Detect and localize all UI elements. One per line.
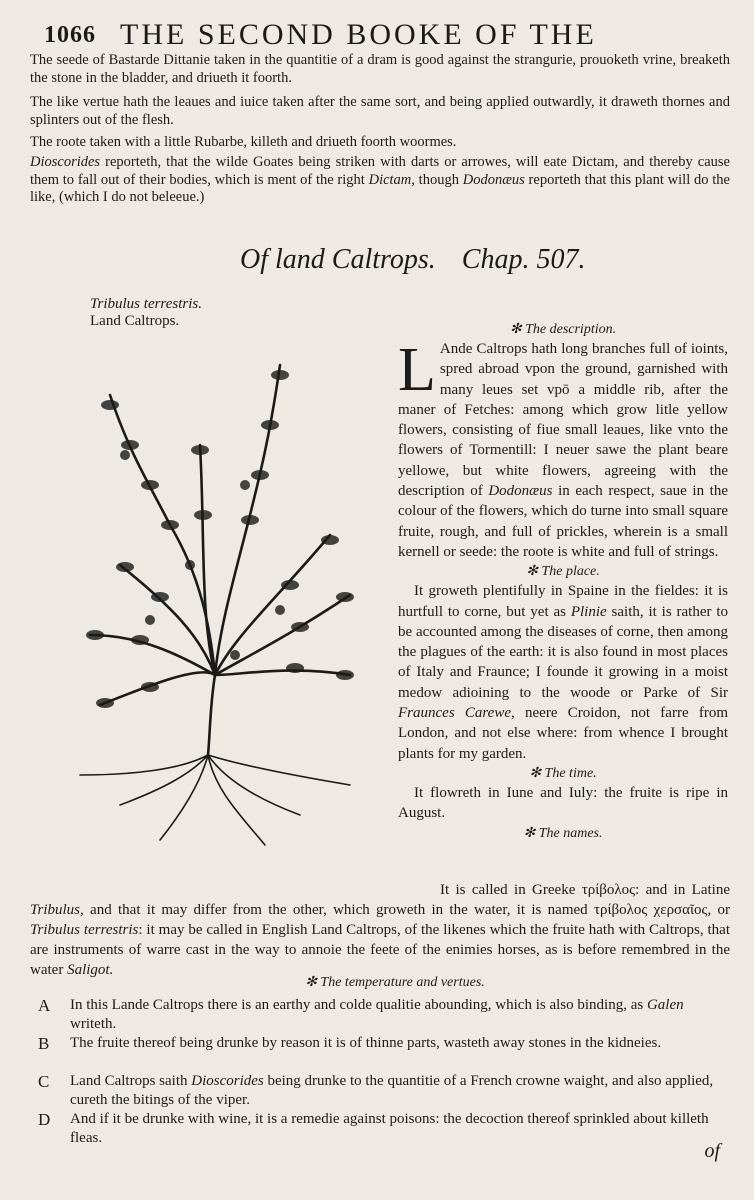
intro-paragraph-4: Dioscorides reporteth, that the wilde Goates being striken with darts or arrowes, will eate Dictam, and thereby cause them to fall out of their bodies, which is ment of the right Dictam, though Dodonæus reporteth that this plant will do the like, (which I do not beleeue.) (30, 154, 730, 205)
description-heading: ✻ The description. (509, 322, 617, 337)
virtue-item-b: B The fruite thereof being drunke by reason it is of thinne parts, wasteth away stones in the kidneies. (38, 1034, 662, 1053)
names-text: It is called in Greeke τρίβολος: and in Latine Tribulus, and that it may differ from the other, which groweth in the water, it is named τρίβολος χερσαῖος, or Tribulus terrestris: it may be called in English Land Caltrops, of the likenes which the fruite hath with Caltrops, that are instruments of warre cast in the way to annoie the feete of the enimies horses, as is before remembred in the water Saligot. (30, 882, 731, 978)
catchword: of (704, 1140, 720, 1162)
chapter-number: Chap. 507. (461, 244, 586, 275)
time-text: It flowreth in Iune and Iuly: the fruite is ripe in August. (398, 784, 728, 822)
figure-latin-name: Tribulus terrestris. (90, 296, 202, 312)
names-heading: ✻ The names. (523, 825, 603, 841)
description-column (398, 320, 728, 843)
time-heading: ✻ The time. (529, 765, 597, 781)
running-head: THE SECOND BOOKE OF THE (120, 18, 597, 51)
intro-paragraph-2: The like vertue hath the leaues and iuice taken after the same sort, and being applied outwardly, it draweth thornes and splinters out of the flesh. (30, 94, 730, 128)
description-text: L Ande Caltrops hath long branches full of ioints, spred abroad vpon the ground, garnished with many leues set vpō a middle rib, after the maner of Fetches: among which grow litle yellow flowers, consisting of fiue small leaues, like vnto the flowers of Tormentill: I neuer sawe the plant beare yellowe, but white flowers, agreeing with the description of Dodonæus in each respect, saue in the colour of the flowers, which do turne into small square fruite, rough, and full of prickles, wherein is a small kernell or seede: the roote is white and full of strings. (398, 336, 728, 560)
chapter-heading (240, 244, 585, 276)
chapter-title: Of land Caltrops. (240, 244, 436, 275)
intro-paragraph-3: The roote taken with a little Rubarbe, killeth and driueth foorth woormes. (30, 134, 457, 150)
intro-paragraph-1: The seede of Bastarde Dittanie taken in the quantitie of a dram is good against the strangurie, prouoketh vrine, breaketh the stone in the bladder, and driueth it foorth. (30, 52, 730, 86)
land-caltrops-woodcut (50, 335, 390, 855)
author-dioscorides: Dioscorides (30, 154, 101, 170)
figure-english-name: Land Caltrops. (90, 313, 180, 329)
place-heading: ✻ The place. (526, 564, 600, 580)
virtue-item-c: C Land Caltrops saith Dioscorides being drunke to the quantitie of a French crowne waight, and also applied, cureth the bitings of the viper. (38, 1072, 714, 1108)
term-dictam: Dictam, (368, 171, 415, 188)
page-number: 1066 (44, 22, 96, 48)
place-text: It groweth plentifully in Spaine in the fieldes: it is hurtfull to corne, but yet as Plinie saith, it is rather to be accounted among the diseases of corne, then among the plagues of the earth: it is also found in most places of Italy and Fraunce; I founde it growing in a moist medow adioining to the woode or Parke of Sir Fraunces Carewe, neere Croidon, not farre from London, and not else where: from whence I brought plants for my garden. (398, 583, 729, 762)
author-dodonaeus: Dodonæus (462, 171, 525, 188)
drop-cap: L (398, 336, 436, 404)
temperature-heading: ✻ The temperature and vertues. (305, 975, 485, 990)
virtue-item-a: A In this Lande Caltrops there is an earthy and colde qualitie abounding, which is also binding, as Galen writeth. (38, 996, 684, 1032)
figure-caption (90, 296, 202, 330)
virtue-item-d: D And if it be drunke with wine, it is a remedie against poisons: the decoction thereof sprinkled about killeth fleas. (38, 1110, 709, 1146)
